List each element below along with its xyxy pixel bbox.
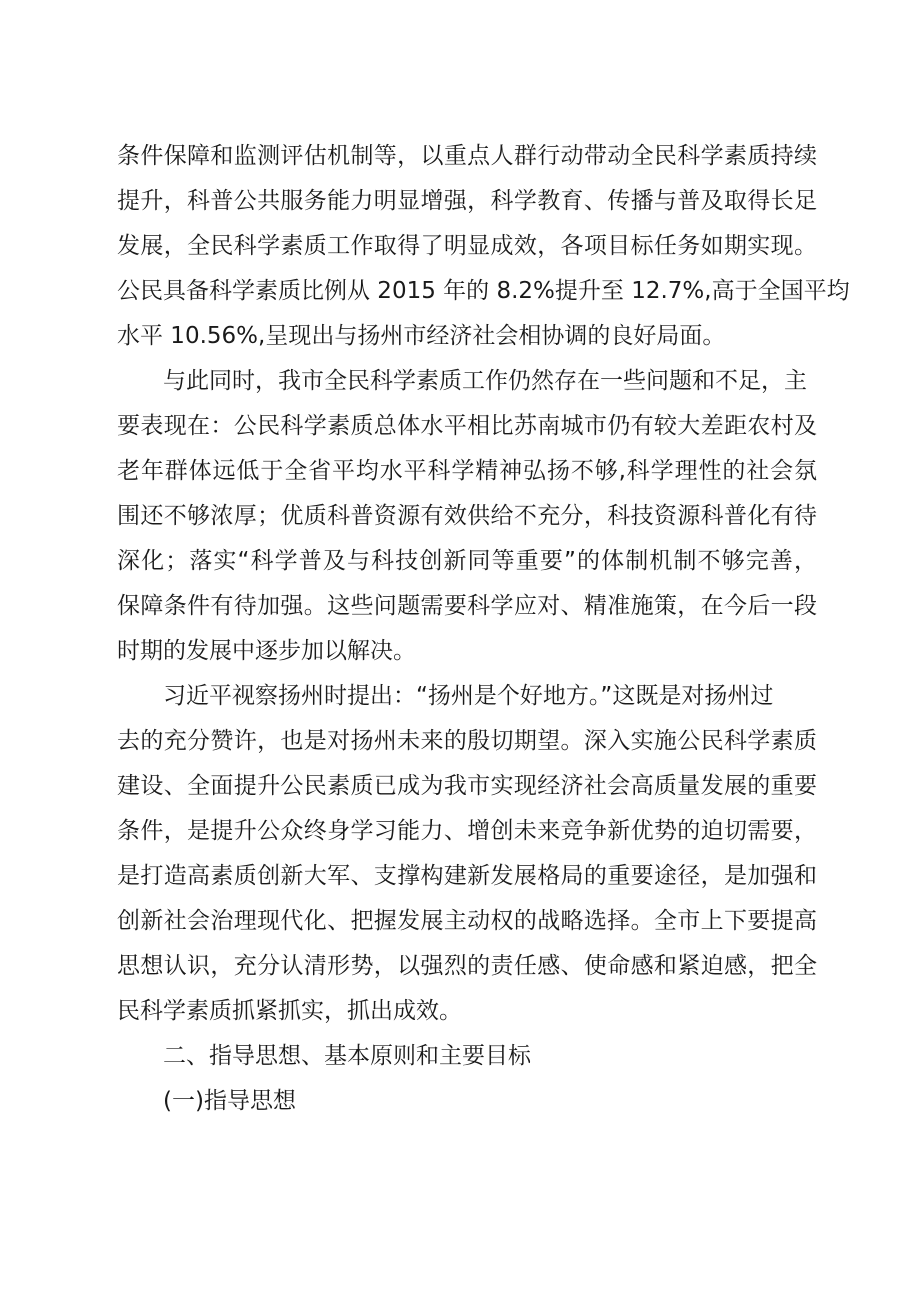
text-line: 提升，科普公共服务能力明显增强，科学教育、传播与普及取得长足	[117, 188, 817, 214]
text-line: 水平 10.56%,呈现出与扬州市经济社会相协调的良好局面。	[117, 323, 726, 349]
text-line: 创新社会治理现代化、把握发展主动权的战略选择。全市上下要提高	[117, 908, 817, 934]
text-line: 与此同时，我市全民科学素质工作仍然存在一些问题和不足，主	[163, 368, 807, 394]
paragraph-1	[117, 134, 850, 359]
text-line: 公民具备科学素质比例从 2015 年的 8.2%提升至 12.7%,高于全国平均	[117, 278, 850, 304]
text-line: 时期的发展中逐步加以解决。	[117, 638, 416, 664]
text-line: 是打造高素质创新大军、支撑构建新发展格局的重要途径，是加强和	[117, 863, 817, 889]
text-line: 深化；落实“科学普及与科技创新同等重要”的体制机制不够完善，	[117, 548, 817, 574]
text-line: 条件保障和监测评估机制等，以重点人群行动带动全民科学素质持续	[117, 143, 817, 169]
section-heading: 二、指导思想、基本原则和主要目标	[163, 1043, 531, 1069]
paragraph-3	[117, 674, 817, 1034]
text-line: 习近平视察扬州时提出：“扬州是个好地方。”这既是对扬州过	[163, 683, 774, 709]
text-line: 保障条件有待加强。这些问题需要科学应对、精准施策，在今后一段	[117, 593, 817, 619]
text-line: 老年群体远低于全省平均水平科学精神弘扬不够,科学理性的社会氛	[117, 458, 817, 484]
paragraph-2	[117, 359, 817, 674]
document-body	[117, 134, 850, 1124]
text-line: 要表现在：公民科学素质总体水平相比苏南城市仍有较大差距农村及	[117, 413, 817, 439]
text-line: 思想认识，充分认清形势，以强烈的责任感、使命感和紧迫感，把全	[117, 953, 817, 979]
text-line: 围还不够浓厚；优质科普资源有效供给不充分，科技资源科普化有待	[117, 503, 817, 529]
text-line: 建设、全面提升公民素质已成为我市实现经济社会高质量发展的重要	[117, 773, 817, 799]
text-line: 发展，全民科学素质工作取得了明显成效，各项目标任务如期实现。	[117, 233, 817, 259]
text-line: 条件，是提升公众终身学习能力、增创未来竞争新优势的迫切需要，	[117, 818, 817, 844]
text-line: 去的充分赞许，也是对扬州未来的殷切期望。深入实施公民科学素质	[117, 728, 817, 754]
subsection-heading: (一)指导思想	[163, 1088, 296, 1114]
text-line: 民科学素质抓紧抓实，抓出成效。	[117, 998, 462, 1024]
